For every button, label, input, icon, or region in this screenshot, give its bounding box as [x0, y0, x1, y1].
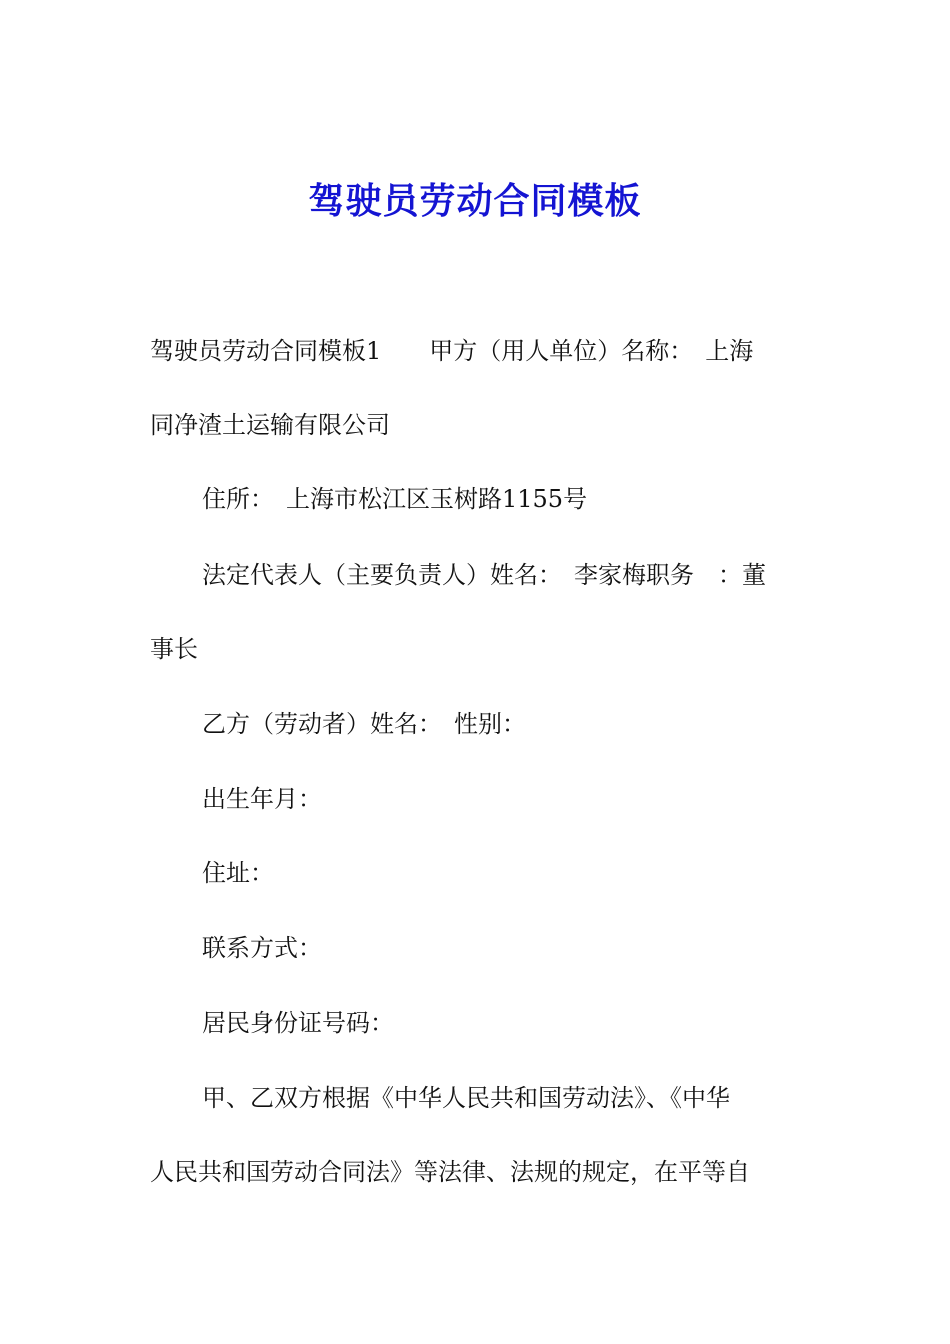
legal-representative-line: 法定代表人（主要负责人）姓名： 李家梅职务 ：董	[202, 561, 766, 589]
legal-representative-continued: 事长	[150, 635, 198, 663]
party-b-name-line: 乙方（劳动者）姓名： 性别：	[202, 710, 526, 738]
birth-date-line: 出生年月：	[202, 785, 322, 813]
legal-basis-line: 甲、乙双方根据《中华人民共和国劳动法》、《中华	[202, 1084, 730, 1112]
legal-basis-continued: 人民共和国劳动合同法》等法律、法规的规定，在平等自	[150, 1158, 750, 1186]
document-title: 驾驶员劳动合同模板	[308, 180, 642, 222]
company-name-continued: 同净渣土运输有限公司	[150, 411, 390, 439]
contact-line: 联系方式：	[202, 934, 322, 962]
address-line: 住所： 上海市松江区玉树路1155号	[202, 485, 588, 513]
contract-intro-line: 驾驶员劳动合同模板1 甲方（用人单位）名称： 上海	[150, 337, 754, 365]
id-number-line: 居民身份证号码：	[202, 1009, 394, 1037]
residence-line: 住址：	[202, 859, 274, 887]
